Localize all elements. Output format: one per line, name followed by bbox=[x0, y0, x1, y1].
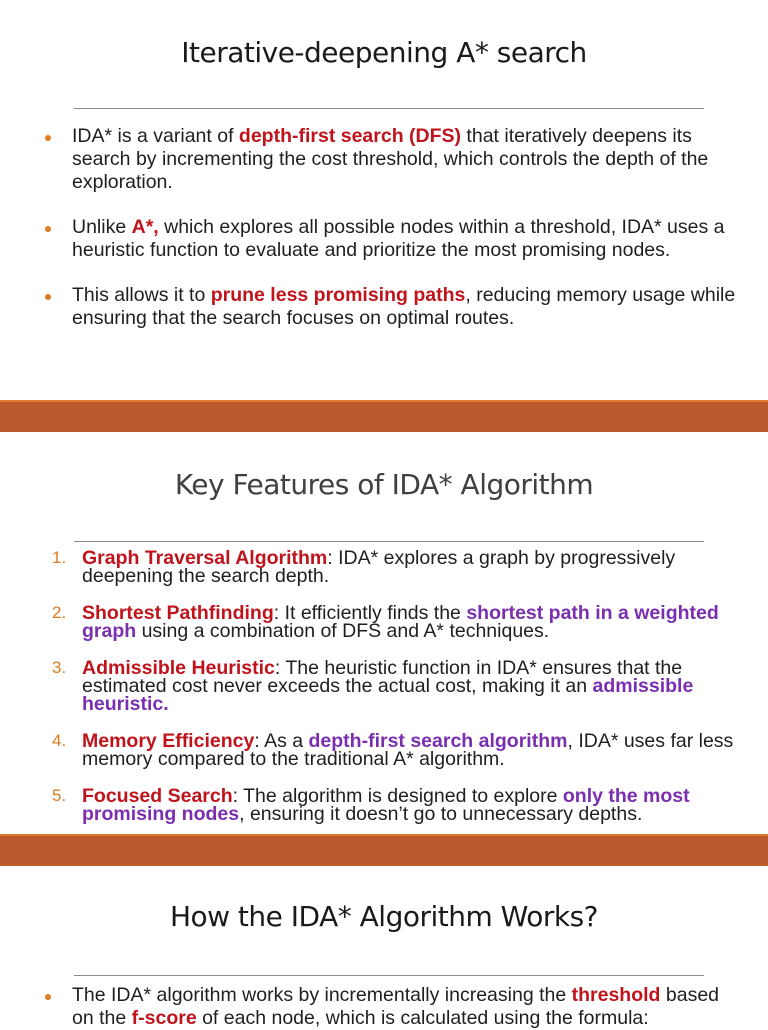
title-divider bbox=[74, 541, 704, 542]
text-run: IDA* is a variant of bbox=[72, 125, 239, 147]
emphasis-text: Focused Search bbox=[82, 785, 233, 807]
item-number: 5. bbox=[52, 786, 67, 805]
bullet-item bbox=[44, 216, 744, 262]
item-number: 1. bbox=[52, 548, 67, 567]
bullet-dot-icon bbox=[45, 994, 51, 1000]
emphasis-text: depth-first search algorithm bbox=[308, 730, 568, 752]
bullet-list bbox=[44, 984, 744, 1030]
text-run: Unlike bbox=[72, 216, 132, 238]
bullet-dot-icon bbox=[45, 135, 51, 141]
emphasis-text: depth-first search (DFS) bbox=[238, 125, 462, 147]
numbered-list bbox=[52, 549, 762, 842]
text-run: This allows it to bbox=[72, 284, 211, 306]
bullet-item bbox=[44, 284, 744, 330]
item-number: 4. bbox=[52, 731, 67, 750]
slide-title: Iterative-deepening A* search bbox=[181, 36, 587, 69]
item-number: 2. bbox=[52, 603, 67, 622]
bullet-text bbox=[72, 284, 735, 329]
bullet-dot-icon bbox=[45, 294, 51, 300]
title-divider bbox=[74, 108, 704, 109]
text-run: , ensuring it doesn’t go to unnecessary depths. bbox=[239, 803, 643, 825]
list-item bbox=[52, 659, 762, 713]
text-run: based on the bbox=[72, 984, 720, 1029]
list-item bbox=[52, 787, 762, 823]
list-item bbox=[52, 732, 762, 768]
title-divider bbox=[74, 975, 704, 976]
text-run: : IDA* explores a graph by progressively deepening the search depth. bbox=[82, 547, 676, 587]
item-text bbox=[82, 602, 719, 642]
emphasis-text: prune less promising paths bbox=[210, 284, 466, 306]
bullet-item bbox=[44, 125, 744, 194]
text-run: : As a bbox=[254, 730, 309, 752]
slide-iterative-deepening bbox=[0, 0, 768, 402]
emphasis-text: f-score bbox=[131, 1007, 197, 1029]
emphasis-text: Shortest Pathfinding bbox=[82, 602, 274, 624]
emphasis-text: Admissible Heuristic bbox=[82, 657, 275, 679]
slide-separator-band bbox=[0, 400, 768, 432]
item-number: 3. bbox=[52, 658, 67, 677]
emphasis-text: Graph Traversal Algorithm bbox=[82, 547, 328, 569]
slide-title: How the IDA* Algorithm Works? bbox=[169, 900, 599, 933]
list-item bbox=[52, 549, 762, 585]
bullet-dot-icon bbox=[45, 226, 51, 232]
item-text bbox=[82, 785, 690, 825]
item-text bbox=[82, 657, 693, 715]
bullet-text bbox=[72, 216, 725, 261]
text-run: , reducing memory usage while ensuring that the search focuses on optimal routes. bbox=[72, 284, 736, 329]
bullet-list bbox=[44, 125, 744, 352]
emphasis-text: admissible heuristic. bbox=[82, 675, 694, 715]
emphasis-text: A*, bbox=[131, 216, 159, 238]
text-run: The IDA* algorithm works by incrementally increasing the bbox=[72, 984, 572, 1006]
item-text bbox=[82, 730, 733, 770]
emphasis-text: only the most promising nodes bbox=[82, 785, 690, 825]
slide-title: Key Features of IDA* Algorithm bbox=[174, 468, 594, 501]
emphasis-text: Memory Efficiency bbox=[82, 730, 255, 752]
text-run: , IDA* uses far less memory compared to the traditional A* algorithm. bbox=[82, 730, 734, 770]
text-run: using a combination of DFS and A* techniques. bbox=[136, 620, 550, 642]
bullet-item bbox=[44, 984, 744, 1030]
text-run: : It efficiently finds the bbox=[273, 602, 467, 624]
text-run: which explores all possible nodes within a threshold, IDA* uses a heuristic function to evaluate and prioritize the most promising nodes. bbox=[72, 216, 725, 261]
item-text bbox=[82, 547, 675, 587]
slide-separator-band bbox=[0, 834, 768, 866]
list-item bbox=[52, 604, 762, 640]
text-run: of each node, which is calculated using the formula: bbox=[196, 1007, 649, 1029]
bullet-text bbox=[72, 125, 708, 193]
emphasis-text: shortest path in a weighted graph bbox=[82, 602, 719, 642]
emphasis-text: threshold bbox=[571, 984, 661, 1006]
text-run: : The heuristic function in IDA* ensures that the estimated cost never exceeds the actual cost, making it an bbox=[82, 657, 683, 697]
text-run: : The algorithm is designed to explore bbox=[232, 785, 563, 807]
bullet-text bbox=[72, 984, 719, 1029]
text-run: that iteratively deepens its search by incrementing the cost threshold, which controls the depth of the exploration. bbox=[72, 125, 709, 193]
